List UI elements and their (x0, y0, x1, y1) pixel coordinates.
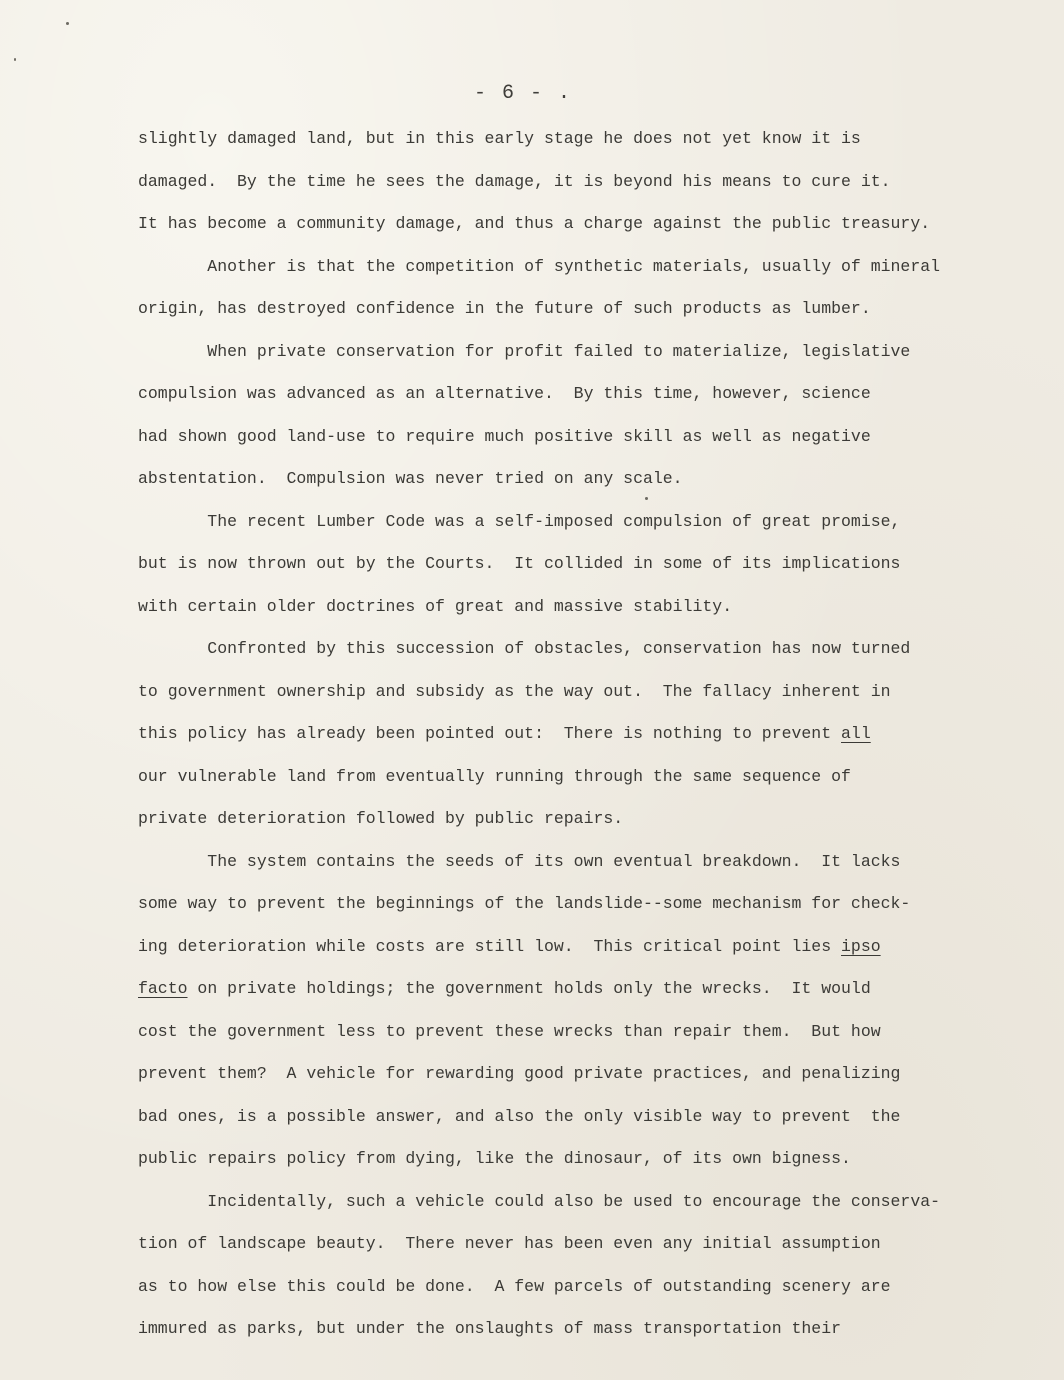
text-line (138, 1059, 998, 1102)
text-run: as to how else this could be done. A few parcels of outstanding scenery are (138, 1276, 891, 1296)
text-line (138, 1229, 998, 1272)
text-line (138, 762, 998, 805)
text-line (138, 379, 998, 422)
underlined-text: all (841, 724, 871, 743)
text-run: immured as parks, but under the onslaughts of mass transportation their (138, 1319, 842, 1338)
text-line (138, 337, 998, 380)
text-run: slightly damaged land, but in this early stage he does not yet know it is (138, 129, 861, 148)
text-run: Confronted by this succession of obstacles, conservation has now turned (138, 639, 911, 658)
text-run: with certain older doctrines of great and massive stability. (138, 596, 733, 616)
text-line (138, 804, 998, 847)
text-line (138, 1272, 998, 1315)
text-run: abstentation. Compulsion was never tried on any scale. (138, 469, 683, 488)
text-line (138, 889, 998, 932)
text-run: bad ones, is a possible answer, and also the only visible way to prevent the (138, 1106, 901, 1126)
text-line (138, 464, 998, 507)
text-line (138, 1017, 998, 1060)
document-body (138, 124, 998, 1357)
underlined-text: facto (138, 979, 188, 998)
paper-speck (66, 22, 69, 25)
text-run: but is now thrown out by the Courts. It collided in some of its implications (138, 554, 901, 573)
text-line (138, 294, 998, 337)
underlined-text: ipso (841, 936, 881, 956)
text-line (138, 209, 998, 252)
text-line (138, 634, 998, 677)
text-run: It has become a community damage, and thus a charge against the public treasury. (138, 214, 931, 233)
text-run: prevent them? A vehicle for rewarding good private practices, and penalizing (138, 1064, 901, 1083)
text-run: The recent Lumber Code was a self-imposed compulsion of great promise, (138, 511, 901, 531)
text-run: Incidentally, such a vehicle could also be used to encourage the conserva- (138, 1191, 941, 1211)
text-line (138, 974, 998, 1017)
text-run: ing deterioration while costs are still low. This critical point lies (138, 936, 842, 956)
text-run: on private holdings; the government holds only the wrecks. It would (187, 979, 871, 998)
paper-speck (14, 58, 16, 61)
text-line (138, 1187, 998, 1230)
text-run: tion of landscape beauty. There never has been even any initial assumption (138, 1234, 881, 1253)
text-line (138, 549, 998, 592)
text-line (138, 592, 998, 635)
text-run: some way to prevent the beginnings of the landslide--some mechanism for check- (138, 894, 911, 913)
text-line (138, 847, 998, 890)
text-run: compulsion was advanced as an alternative. By this time, however, science (138, 384, 871, 403)
text-line (138, 677, 998, 720)
text-run: our vulnerable land from eventually running through the same sequence of (138, 766, 851, 786)
text-run: to government ownership and subsidy as the way out. The fallacy inherent in (138, 681, 891, 701)
text-line (138, 507, 998, 550)
page-number: - 6 - . (474, 82, 573, 105)
text-run: origin, has destroyed confidence in the future of such products as lumber. (138, 299, 871, 318)
text-run: cost the government less to prevent these wrecks than repair them. But how (138, 1021, 881, 1041)
text-line (138, 1144, 998, 1187)
text-run: damaged. By the time he sees the damage, it is beyond his means to cure it. (138, 171, 891, 191)
text-line (138, 1102, 998, 1145)
text-run: this policy has already been pointed out: There is nothing to prevent (138, 724, 842, 743)
text-line (138, 252, 998, 295)
text-line (138, 422, 998, 465)
text-run: The system contains the seeds of its own eventual breakdown. It lacks (138, 851, 901, 871)
text-run: private deterioration followed by public repairs. (138, 809, 624, 828)
text-run: had shown good land-use to require much positive skill as well as negative (138, 426, 871, 446)
text-line (138, 932, 998, 975)
text-line (138, 719, 998, 762)
text-run: Another is that the competition of synthetic materials, usually of mineral (138, 256, 941, 276)
text-line (138, 167, 998, 210)
text-run: public repairs policy from dying, like the dinosaur, of its own bigness. (138, 1149, 851, 1168)
text-run: When private conservation for profit failed to materialize, legislative (138, 341, 911, 361)
text-line (138, 124, 998, 167)
text-line (138, 1314, 998, 1357)
